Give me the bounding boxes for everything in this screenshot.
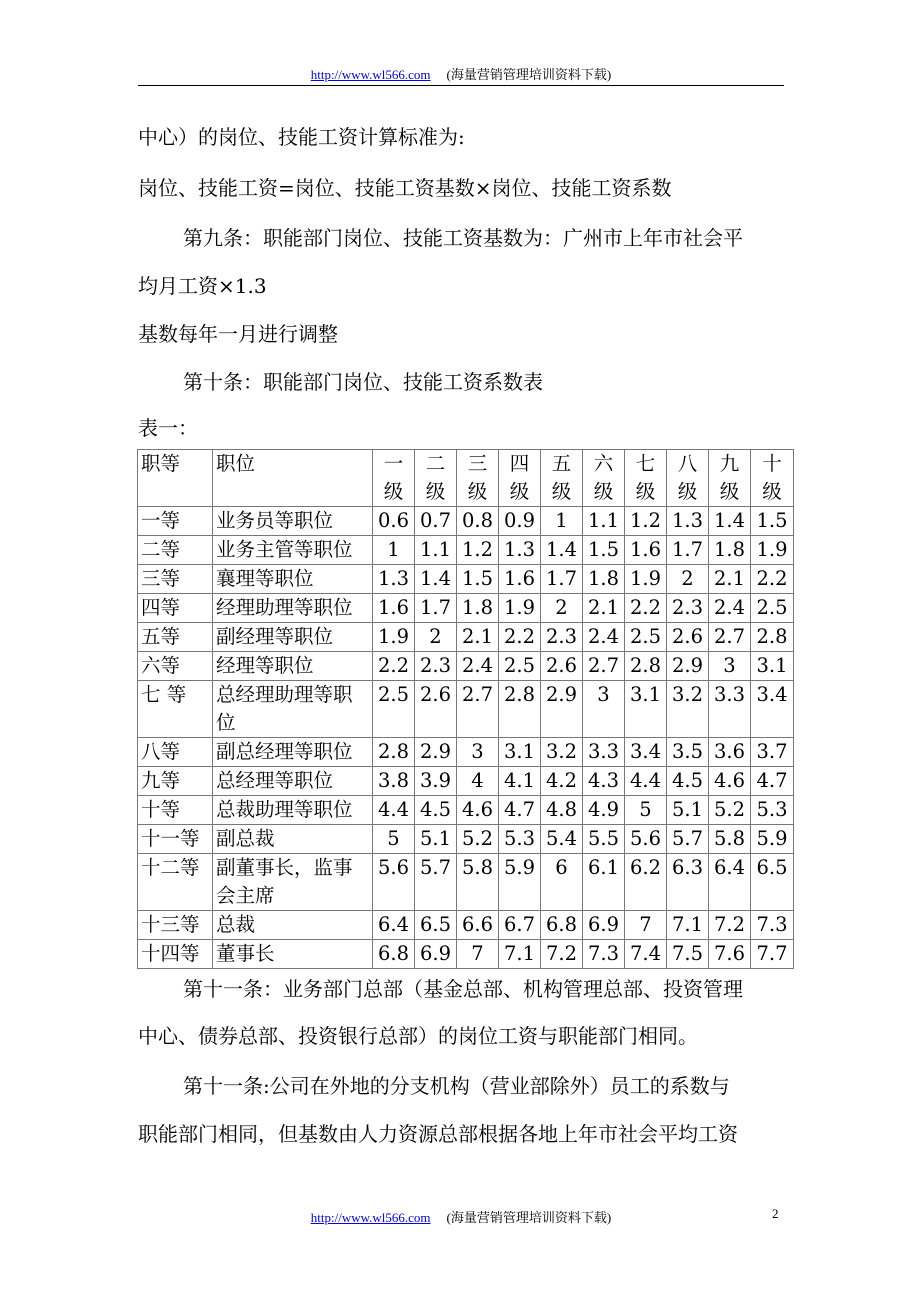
coefficient-cell: 3.6: [709, 738, 751, 767]
coefficient-cell: 7.1: [499, 940, 541, 969]
coefficient-cell: 5.2: [457, 825, 499, 854]
coefficient-cell: 2.9: [541, 681, 583, 738]
grade-cell: 九等: [138, 767, 213, 796]
coefficient-cell: 5.1: [667, 796, 709, 825]
coefficient-cell: 5.6: [625, 825, 667, 854]
position-cell: [213, 565, 373, 594]
header-level-line: 三: [467, 452, 488, 475]
header-level: [541, 450, 583, 507]
body-line-2: 岗位、技能工资=岗位、技能工资基数×岗位、技能工资系数: [138, 176, 672, 200]
position-line: 位: [216, 711, 236, 734]
coefficient-cell: 2.2: [751, 565, 794, 594]
coefficient-cell: 2.5: [499, 652, 541, 681]
coefficient-cell: 6.5: [415, 911, 457, 940]
header-level: [457, 450, 499, 507]
coefficient-cell: 4.5: [667, 767, 709, 796]
grade-cell: 十一等: [138, 825, 213, 854]
table-row: [138, 507, 794, 536]
table-row: [138, 940, 794, 969]
coefficient-cell: 4: [457, 767, 499, 796]
grade-cell: 十等: [138, 796, 213, 825]
coefficient-cell: 6.7: [499, 911, 541, 940]
coefficient-cell: 5.9: [499, 854, 541, 911]
grade-cell: 七 等: [138, 681, 213, 738]
table-row: [138, 738, 794, 767]
position-line: 业务主管等职位: [216, 538, 353, 561]
grade-cell: 六等: [138, 652, 213, 681]
position-line: 副经理等职位: [216, 625, 334, 648]
coefficient-cell: 3: [457, 738, 499, 767]
coefficient-cell: 7.2: [709, 911, 751, 940]
coefficient-cell: 2.2: [625, 594, 667, 623]
coefficient-cell: 7.3: [751, 911, 794, 940]
header-level-line: 级: [635, 480, 656, 503]
header-level-line: 四: [509, 452, 530, 475]
coefficient-cell: 2.9: [667, 652, 709, 681]
coefficient-cell: 7: [625, 911, 667, 940]
table-row: [138, 854, 794, 911]
coefficient-cell: 5.4: [541, 825, 583, 854]
table-header-row: [138, 450, 794, 507]
header-level-line: 级: [551, 480, 572, 503]
grade-cell: 十三等: [138, 911, 213, 940]
coefficient-cell: 4.6: [457, 796, 499, 825]
position-line: 董事长: [216, 942, 275, 965]
coefficient-cell: 3.8: [373, 767, 415, 796]
coefficient-cell: 4.4: [625, 767, 667, 796]
header-level-line: 级: [719, 480, 740, 503]
coefficient-cell: 1.5: [751, 507, 794, 536]
coefficient-cell: 1.1: [415, 536, 457, 565]
coefficient-cell: 0.6: [373, 507, 415, 536]
position-line: 总裁: [216, 913, 256, 936]
coefficient-cell: 2.4: [709, 594, 751, 623]
coefficient-cell: 1.2: [625, 507, 667, 536]
coefficient-cell: 0.7: [415, 507, 457, 536]
coefficient-cell: 6.9: [583, 911, 625, 940]
page-number: 2: [772, 1206, 779, 1221]
coefficient-cell: 7.3: [583, 940, 625, 969]
position-cell: [213, 854, 373, 911]
coefficient-cell: 4.9: [583, 796, 625, 825]
coefficient-table: [137, 449, 794, 969]
coefficient-cell: 5: [625, 796, 667, 825]
table-row: [138, 681, 794, 738]
coefficient-cell: 5.3: [751, 796, 794, 825]
position-cell: [213, 507, 373, 536]
header-level-line: 七: [635, 452, 656, 475]
coefficient-cell: 4.4: [373, 796, 415, 825]
coefficient-cell: 2.5: [373, 681, 415, 738]
page-footer: [138, 1207, 784, 1226]
coefficient-cell: 3.2: [541, 738, 583, 767]
header-level-line: 五: [551, 452, 572, 475]
position-line: 总经理等职位: [216, 769, 334, 792]
table-row: [138, 796, 794, 825]
header-level-line: 八: [677, 452, 698, 475]
header-level: [667, 450, 709, 507]
header-level: [373, 450, 415, 507]
grade-cell: 五等: [138, 623, 213, 652]
coefficient-cell: 6.2: [625, 854, 667, 911]
body-line-1: 中心）的岗位、技能工资计算标准为:: [138, 125, 465, 149]
body-line-5: 基数每年一月进行调整: [138, 322, 338, 346]
coefficient-cell: 1.7: [415, 594, 457, 623]
coefficient-cell: 1.4: [415, 565, 457, 594]
coefficient-cell: 4.3: [583, 767, 625, 796]
table-row: [138, 767, 794, 796]
grade-cell: 二等: [138, 536, 213, 565]
coefficient-cell: 1.9: [751, 536, 794, 565]
coefficient-cell: 5.9: [751, 825, 794, 854]
coefficient-cell: 5.7: [415, 854, 457, 911]
coefficient-cell: 2.8: [625, 652, 667, 681]
header-level: [625, 450, 667, 507]
coefficient-cell: 5.1: [415, 825, 457, 854]
position-line: 会主席: [216, 884, 275, 907]
position-line: 经理等职位: [216, 654, 314, 677]
body-line-4: 均月工资×1.3: [138, 274, 267, 298]
coefficient-cell: 2.2: [373, 652, 415, 681]
coefficient-cell: 2.5: [625, 623, 667, 652]
coefficient-cell: 2.6: [415, 681, 457, 738]
coefficient-cell: 6.8: [541, 911, 583, 940]
coefficient-cell: 7.6: [709, 940, 751, 969]
position-cell: [213, 652, 373, 681]
coefficient-cell: 2.3: [667, 594, 709, 623]
coefficient-cell: 6: [541, 854, 583, 911]
coefficient-cell: 3.9: [415, 767, 457, 796]
coefficient-cell: 3.4: [751, 681, 794, 738]
coefficient-cell: 6.4: [709, 854, 751, 911]
table-row: [138, 594, 794, 623]
coefficient-cell: 2.1: [583, 594, 625, 623]
coefficient-cell: 1: [541, 507, 583, 536]
header-level-line: 九: [719, 452, 740, 475]
coefficient-cell: 3.5: [667, 738, 709, 767]
header-level-line: 六: [593, 452, 614, 475]
coefficient-cell: 5.8: [709, 825, 751, 854]
table-caption: 表一：: [138, 416, 198, 440]
position-cell: [213, 594, 373, 623]
coefficient-cell: 1.9: [373, 623, 415, 652]
coefficient-cell: 2.7: [457, 681, 499, 738]
coefficient-cell: 2.8: [499, 681, 541, 738]
coefficient-cell: 5.8: [457, 854, 499, 911]
coefficient-cell: 3.7: [751, 738, 794, 767]
header-level-line: 级: [762, 480, 782, 503]
coefficient-cell: 2: [667, 565, 709, 594]
header-level-line: 级: [425, 480, 446, 503]
position-cell: [213, 796, 373, 825]
position-cell: [213, 536, 373, 565]
coefficient-cell: 6.9: [415, 940, 457, 969]
coefficient-cell: 3.2: [667, 681, 709, 738]
position-cell: [213, 681, 373, 738]
coefficient-cell: 1.1: [583, 507, 625, 536]
grade-cell: 八等: [138, 738, 213, 767]
position-cell: [213, 738, 373, 767]
position-line: 副总经理等职位: [216, 740, 353, 763]
position-line: 襄理等职位: [216, 567, 314, 590]
coefficient-cell: 5.7: [667, 825, 709, 854]
body-line-6: 第十条：职能部门岗位、技能工资系数表: [183, 370, 543, 394]
header-level-line: 级: [677, 480, 698, 503]
grade-cell: 三等: [138, 565, 213, 594]
footer-note: (海量营销管理培训资料下载): [446, 1210, 612, 1225]
body-line-10: 第十一条:公司在外地的分支机构（营业部除外）员工的系数与: [183, 1074, 730, 1098]
coefficient-cell: 5.5: [583, 825, 625, 854]
coefficient-cell: 2.4: [583, 623, 625, 652]
header-level-line: 级: [593, 480, 614, 503]
body-line-9: 中心、债券总部、投资银行总部）的岗位工资与职能部门相同。: [138, 1024, 698, 1048]
header-level-line: 二: [425, 452, 446, 475]
coefficient-cell: 6.3: [667, 854, 709, 911]
coefficient-cell: 1.4: [709, 507, 751, 536]
coefficient-cell: 2: [415, 623, 457, 652]
header-position: 职位: [213, 450, 373, 507]
body-line-8: 第十一条：业务部门总部（基金总部、机构管理总部、投资管理: [183, 977, 743, 1001]
position-cell: [213, 825, 373, 854]
coefficient-cell: 3.3: [709, 681, 751, 738]
coefficient-cell: 3: [709, 652, 751, 681]
position-cell: [213, 911, 373, 940]
coefficient-cell: 6.5: [751, 854, 794, 911]
coefficient-cell: 4.8: [541, 796, 583, 825]
coefficient-cell: 7.2: [541, 940, 583, 969]
coefficient-cell: 2.3: [415, 652, 457, 681]
coefficient-cell: 7.1: [667, 911, 709, 940]
coefficient-cell: 4.6: [709, 767, 751, 796]
coefficient-cell: 3.3: [583, 738, 625, 767]
grade-cell: 十二等: [138, 854, 213, 911]
coefficient-cell: 0.9: [499, 507, 541, 536]
coefficient-cell: 2.4: [457, 652, 499, 681]
coefficient-cell: 7.7: [751, 940, 794, 969]
coefficient-cell: 0.8: [457, 507, 499, 536]
grade-cell: 十四等: [138, 940, 213, 969]
grade-cell: 四等: [138, 594, 213, 623]
coefficient-cell: 4.1: [499, 767, 541, 796]
coefficient-cell: 2.5: [751, 594, 794, 623]
coefficient-cell: 2.1: [457, 623, 499, 652]
coefficient-cell: 7.4: [625, 940, 667, 969]
header-level-line: 级: [467, 480, 488, 503]
header-grade: 职等: [138, 450, 213, 507]
position-line: 副董事长，监事: [216, 856, 353, 879]
coefficient-cell: 2.2: [499, 623, 541, 652]
coefficient-cell: 1.3: [667, 507, 709, 536]
table-row: [138, 825, 794, 854]
coefficient-cell: 2.6: [541, 652, 583, 681]
position-cell: [213, 623, 373, 652]
coefficient-cell: 1.8: [709, 536, 751, 565]
header-level: [415, 450, 457, 507]
coefficient-cell: 1.8: [457, 594, 499, 623]
body-line-3: 第九条：职能部门岗位、技能工资基数为：广州市上年市社会平: [183, 226, 743, 250]
coefficient-cell: 1.3: [373, 565, 415, 594]
coefficient-cell: 1.4: [541, 536, 583, 565]
coefficient-cell: 1: [373, 536, 415, 565]
header-level-line: 一: [383, 452, 404, 475]
position-line: 副总裁: [216, 827, 275, 850]
coefficient-cell: 2.9: [415, 738, 457, 767]
position-cell: [213, 767, 373, 796]
position-line: 经理助理等职位: [216, 596, 353, 619]
header-note: (海量营销管理培训资料下载): [446, 67, 612, 82]
page-header: [138, 64, 784, 83]
coefficient-cell: 5.3: [499, 825, 541, 854]
coefficient-cell: 1.5: [583, 536, 625, 565]
header-level: [583, 450, 625, 507]
table-row: [138, 652, 794, 681]
coefficient-cell: 3: [583, 681, 625, 738]
coefficient-cell: 6.8: [373, 940, 415, 969]
header-level: [751, 450, 794, 507]
position-cell: [213, 940, 373, 969]
coefficient-cell: 1.9: [499, 594, 541, 623]
coefficient-cell: 2.8: [373, 738, 415, 767]
coefficient-cell: 1.7: [541, 565, 583, 594]
coefficient-cell: 3.1: [625, 681, 667, 738]
position-line: 总裁助理等职位: [216, 798, 353, 821]
header-rule: [138, 85, 784, 86]
coefficient-cell: 4.2: [541, 767, 583, 796]
coefficient-cell: 2.1: [709, 565, 751, 594]
coefficient-cell: 4.5: [415, 796, 457, 825]
coefficient-cell: 2.7: [709, 623, 751, 652]
coefficient-cell: 5.2: [709, 796, 751, 825]
coefficient-cell: 3.1: [751, 652, 794, 681]
header-level-line: 级: [509, 480, 530, 503]
position-line: 业务员等职位: [216, 509, 334, 532]
coefficient-table-body: [138, 450, 794, 969]
coefficient-cell: 7.5: [667, 940, 709, 969]
coefficient-cell: 6.6: [457, 911, 499, 940]
header-level: [709, 450, 751, 507]
coefficient-cell: 1.6: [625, 536, 667, 565]
header-level: [499, 450, 541, 507]
header-level-line: 级: [383, 480, 404, 503]
footer-link[interactable]: http://www.wl566.com: [310, 1210, 431, 1225]
header-link[interactable]: http://www.wl566.com: [310, 67, 431, 82]
table-row: [138, 911, 794, 940]
coefficient-cell: 5.6: [373, 854, 415, 911]
coefficient-cell: 3.4: [625, 738, 667, 767]
table-row: [138, 536, 794, 565]
coefficient-cell: 5: [373, 825, 415, 854]
coefficient-cell: 1.8: [583, 565, 625, 594]
coefficient-cell: 3.1: [499, 738, 541, 767]
coefficient-cell: 6.1: [583, 854, 625, 911]
coefficient-cell: 1.9: [625, 565, 667, 594]
coefficient-cell: 2.3: [541, 623, 583, 652]
coefficient-cell: 1.6: [499, 565, 541, 594]
coefficient-cell: 6.4: [373, 911, 415, 940]
coefficient-cell: 2.7: [583, 652, 625, 681]
position-line: 总经理助理等职: [216, 683, 353, 706]
coefficient-cell: 1.2: [457, 536, 499, 565]
body-line-11: 职能部门相同，但基数由人力资源总部根据各地上年市社会平均工资: [138, 1122, 738, 1146]
coefficient-cell: 2: [541, 594, 583, 623]
coefficient-cell: 4.7: [499, 796, 541, 825]
coefficient-cell: 1.5: [457, 565, 499, 594]
table-row: [138, 623, 794, 652]
header-level-line: 十: [762, 452, 782, 475]
coefficient-cell: 1.3: [499, 536, 541, 565]
coefficient-cell: 1.7: [667, 536, 709, 565]
coefficient-cell: 2.6: [667, 623, 709, 652]
coefficient-cell: 1.6: [373, 594, 415, 623]
coefficient-cell: 7: [457, 940, 499, 969]
coefficient-cell: 4.7: [751, 767, 794, 796]
coefficient-cell: 2.8: [751, 623, 794, 652]
grade-cell: 一等: [138, 507, 213, 536]
table-row: [138, 565, 794, 594]
